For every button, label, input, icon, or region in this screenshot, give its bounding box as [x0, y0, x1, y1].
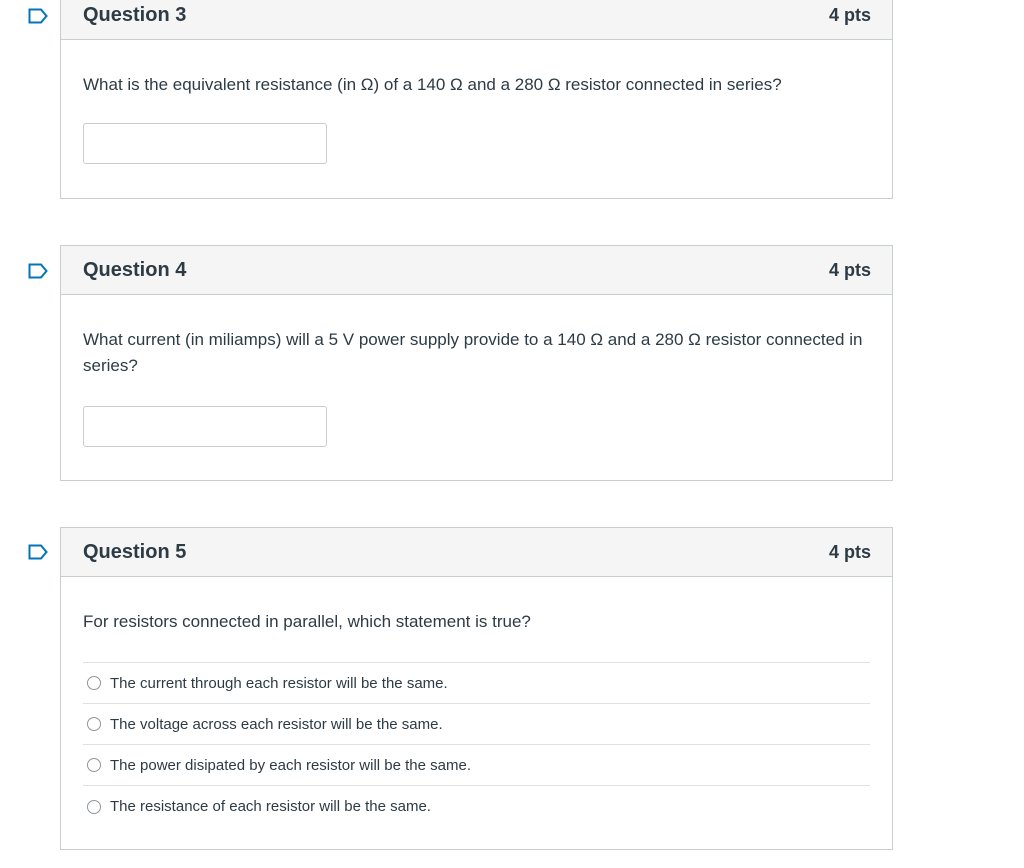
question-header [61, 246, 892, 295]
question-header [61, 0, 892, 40]
flag-question-icon[interactable] [28, 8, 48, 24]
answer-option[interactable] [83, 786, 870, 827]
flag-question-icon[interactable] [28, 263, 48, 279]
radio-button[interactable] [87, 800, 101, 814]
answer-label[interactable]: The current through each resistor will be the same. [110, 674, 448, 692]
question-text: What current (in miliamps) will a 5 V power supply provide to a 140 Ω and a 280 Ω resistor connected in series? [83, 330, 863, 375]
radio-button[interactable] [87, 676, 101, 690]
answer-label[interactable]: The power disipated by each resistor will be the same. [110, 756, 472, 774]
question-4 [60, 245, 893, 481]
answer-input[interactable] [83, 406, 327, 447]
question-title: Question 4 [83, 258, 187, 281]
question-body [61, 40, 892, 164]
question-title: Question 3 [83, 3, 187, 26]
flag-icon [28, 8, 48, 24]
answer-option[interactable] [83, 663, 870, 704]
question-points: 4 pts [828, 259, 871, 280]
radio-button[interactable] [87, 717, 101, 731]
question-5 [60, 527, 893, 850]
radio-button[interactable] [87, 758, 101, 772]
answer-label[interactable]: The voltage across each resistor will be the same. [110, 715, 443, 733]
answer-options [83, 662, 870, 827]
question-3 [60, 0, 893, 199]
question-text: What is the equivalent resistance (in Ω) of a 140 Ω and a 280 Ω resistor connected in series? [83, 75, 782, 94]
answer-option[interactable] [83, 704, 870, 745]
answer-option[interactable] [83, 745, 870, 786]
question-header [61, 528, 892, 577]
flag-icon [28, 263, 48, 279]
flag-question-icon[interactable] [28, 544, 48, 560]
flag-icon [28, 544, 48, 560]
answer-label[interactable]: The resistance of each resistor will be the same. [110, 798, 431, 815]
question-text: For resistors connected in parallel, which statement is true? [83, 612, 531, 631]
question-points: 4 pts [828, 4, 871, 25]
question-points: 4 pts [828, 541, 871, 562]
question-body [61, 577, 892, 827]
question-body [61, 295, 892, 447]
question-title: Question 5 [83, 540, 187, 563]
answer-input[interactable] [83, 123, 327, 164]
